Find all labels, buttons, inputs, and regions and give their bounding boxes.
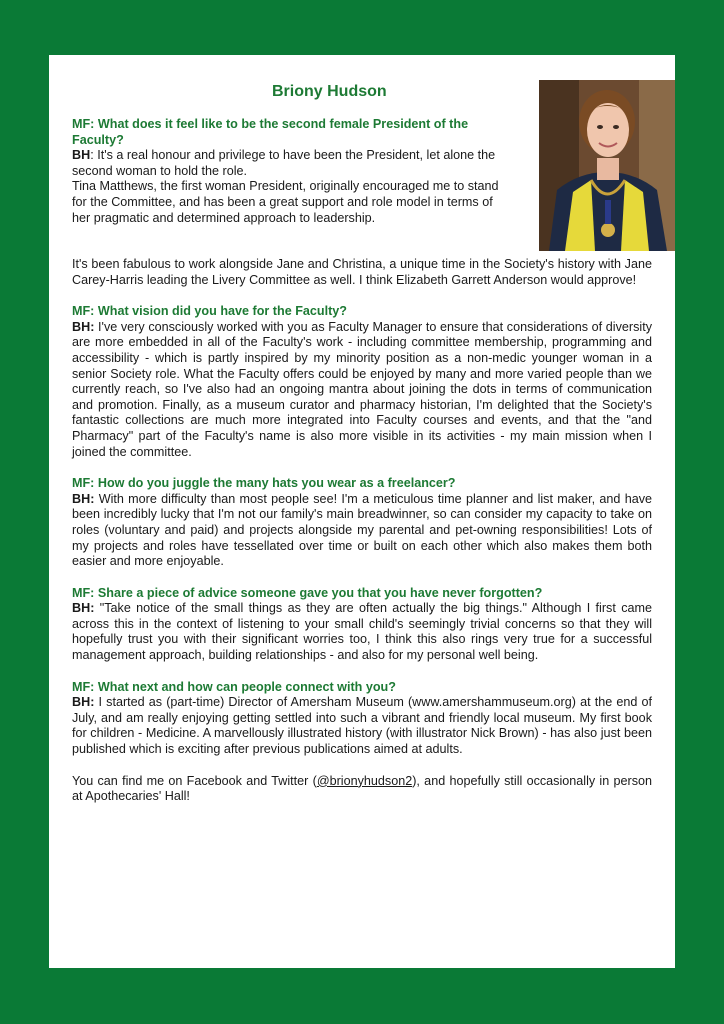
- closing-text: ), and hopefully still occasionally in person at Apothecaries' Hall!: [72, 773, 652, 804]
- answer-label: BH:: [72, 319, 95, 334]
- answer-label: BH:: [72, 491, 95, 506]
- answer-label: BH:: [72, 695, 95, 710]
- twitter-handle-link[interactable]: @brionyhudson2: [316, 773, 413, 788]
- answer-label: BH:: [72, 601, 95, 616]
- answer-label: BH: [72, 148, 91, 163]
- intro-followup-paragraph: It's been fabulous to work alongside Jane and Christina, a unique time in the Society's history with Jane Carey-Harris leading the Livery Committee as well. I think Elizabeth Garrett Anderson would approve!: [72, 257, 652, 287]
- closing-text: You can find me on Facebook and Twitter (: [72, 773, 317, 788]
- answer-text: I've very consciously worked with you as Faculty Manager to ensure that considerations of diversity are more embedded in all of the Faculty's work - including committee membership, programming and accessibility - which is partly inspired by my minority position as a non-medic younger woman in a senior Society role. What the Faculty offers could be enjoyed by many and more varied people than we currently reach, so I've also had an ongoing mantra about joining the dots in terms of communication and promotion. Finally, as a museum curator and pharmacy historian, I'm delighted that the Society's fantastic collections are much more integrated into Faculty courses and events, and that the "and Pharmacy" part of the Faculty's name is also more visible in its activities - my main mission when I joined the committee.: [72, 319, 652, 459]
- portrait-illustration: [539, 80, 675, 251]
- question-heading: MF: Share a piece of advice someone gave you that you have never forgotten?: [72, 585, 543, 600]
- portrait-photo: [539, 80, 675, 251]
- answer-paragraph: Tina Matthews, the first woman President, originally encouraged me to stand for the Committee, and has been a great support and role model in terms of her pragmatic and determined approach to leadership.: [72, 179, 499, 225]
- answer-text: : It's a real honour and privilege to have been the President, let alone the second woman to hold the role.: [72, 148, 496, 178]
- answer-text: I started as (part-time) Director of Amersham Museum (www.amershammuseum.org) at the end of July, and am really enjoying getting settled into such a vibrant and friendly local museum. My first book for children - Medicine. A marvellously illustrated history (with illustrator Nick Brown) - has also just been published which is exciting after previous publications aimed at adults.: [72, 695, 652, 757]
- answer-paragraph: [72, 601, 652, 663]
- article-title: Briony Hudson: [272, 83, 387, 100]
- answer-paragraph: [72, 320, 652, 460]
- answer-text: With more difficulty than most people see! I'm a meticulous time planner and list maker, and have been incredibly lucky that I'm not our family's main breadwinner, so can consider my capacity to take on roles (voluntary and paid) and projects alongside my parental and pet-owning responsibilities! Lots of my projects and roles have tessellated over time or built on each other which also makes them both easier and more enjoyable.: [72, 491, 652, 569]
- question-heading: MF: What next and how can people connect with you?: [72, 679, 396, 694]
- closing-paragraph: [72, 774, 652, 805]
- question-heading: MF: What does it feel like to be the second female President of the Faculty?: [72, 117, 469, 147]
- page-sheet: [49, 55, 675, 968]
- intro-block: [72, 117, 507, 226]
- question-heading: MF: How do you juggle the many hats you wear as a freelancer?: [72, 476, 456, 491]
- answer-paragraph: [72, 695, 652, 757]
- answer-text: "Take notice of the small things as they are often actually the big things." Although I first came across this in the context of listening to your small child's seemingly trivial concerns so that they will hopefully trust you with their significant worries too, I think this also rings very true for a successful management approach, building relationships - and also for my personal well being.: [72, 601, 652, 663]
- question-heading: MF: What vision did you have for the Faculty?: [72, 304, 347, 319]
- answer-paragraph: [72, 492, 652, 570]
- article-body: [72, 257, 652, 805]
- answer-paragraph: [72, 148, 507, 179]
